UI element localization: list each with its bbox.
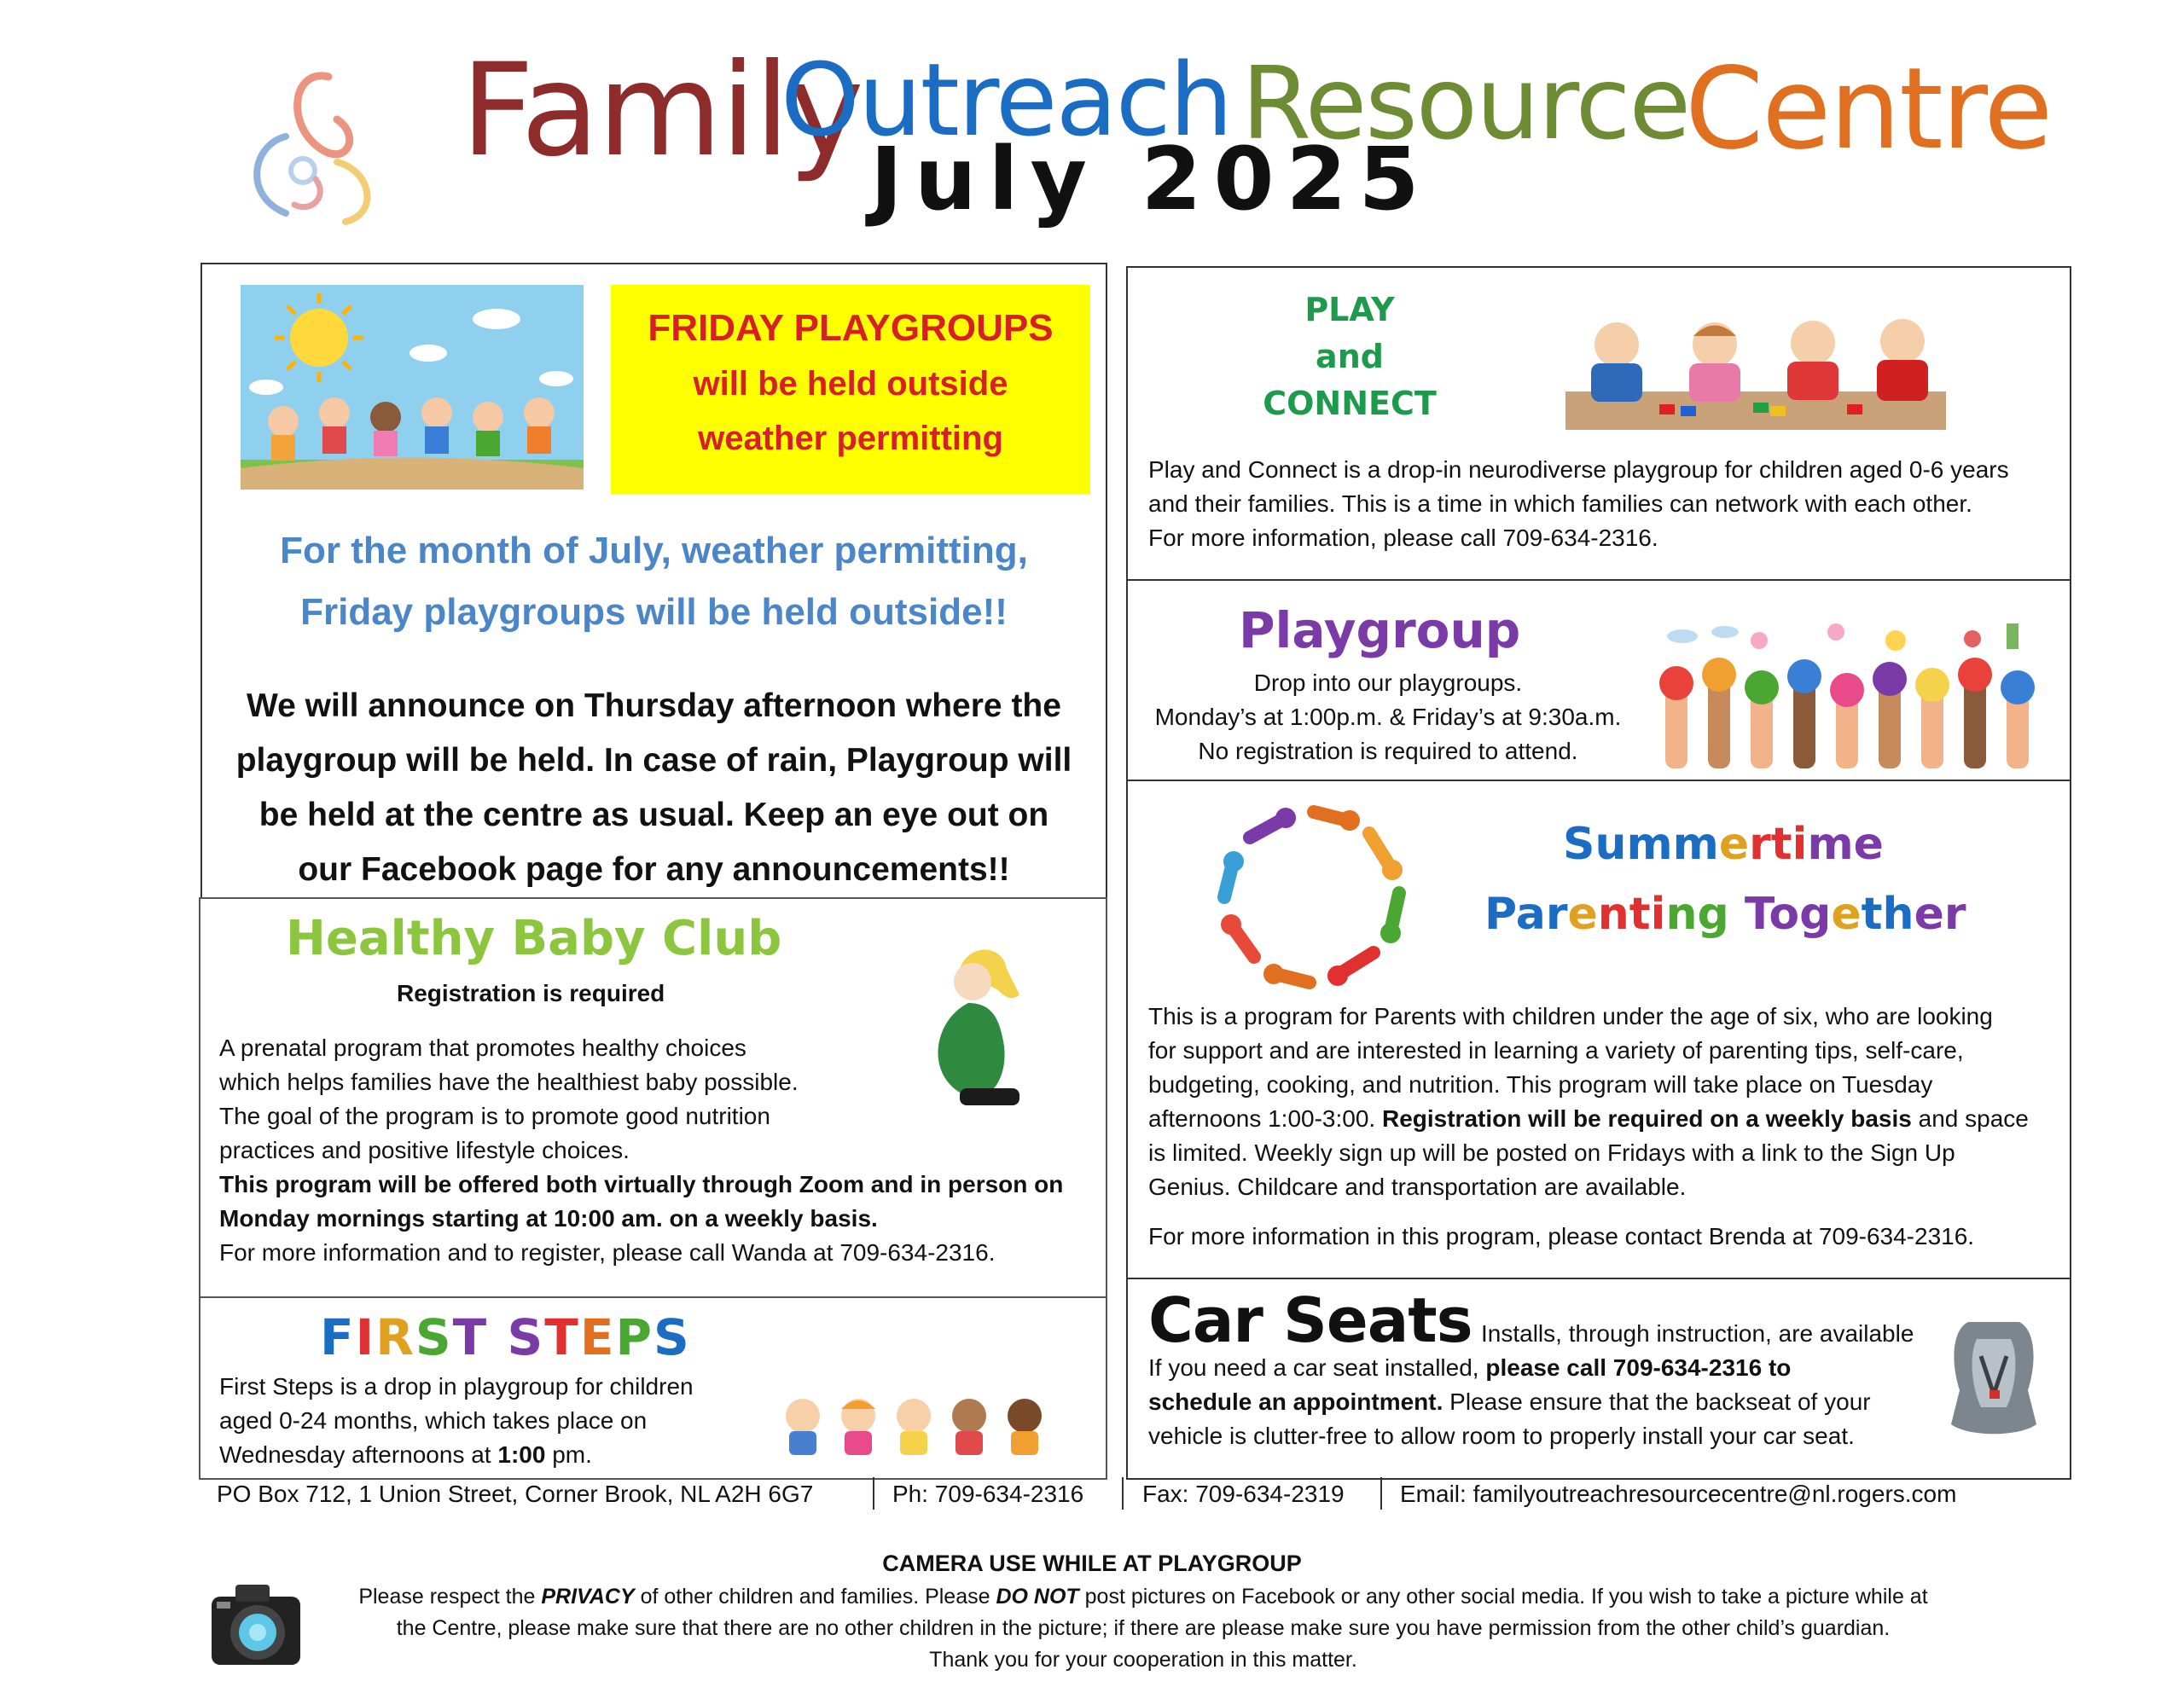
playgroup-title: Playgroup <box>1239 601 1521 659</box>
camera-image <box>205 1576 305 1672</box>
summertime-letter: e <box>1718 819 1750 870</box>
playgroup-line-3: No registration is required to attend. <box>1198 738 1578 764</box>
summertime-line-3: budgeting, cooking, and nutrition. This program will take place on Tuesday <box>1148 1071 1933 1098</box>
friday-banner-line-2: will be held outside <box>693 365 1008 403</box>
summertime-letter: i <box>1792 819 1808 870</box>
title-word-family: Family <box>461 37 863 185</box>
friday-banner <box>611 285 1090 494</box>
play-connect-box <box>1126 266 2071 581</box>
friday-blue-text <box>202 520 1106 643</box>
month-heading: July 2025 <box>870 129 1432 230</box>
summertime-line-6: Genius. Childcare and transportation are available. <box>1148 1174 1687 1200</box>
car-seats-line-2b: Please ensure that the backseat of your <box>1443 1388 1871 1415</box>
first-steps-letter: T <box>544 1308 580 1366</box>
raised-hands-icon <box>1648 615 2058 768</box>
parenting-together-letter: P <box>1484 889 1516 940</box>
title-word-resource: Resource <box>1241 44 1690 162</box>
summertime-registration: Registration will be required on a weekly basis <box>1381 1105 1912 1132</box>
play-connect-title-line-3: CONNECT <box>1263 385 1437 422</box>
first-steps-letter: I <box>355 1308 376 1366</box>
parenting-together-letter <box>1729 889 1745 940</box>
car-seats-phone: please call 709-634-2316 to <box>1485 1354 1792 1381</box>
children-building-blocks-icon <box>1565 310 1946 430</box>
summertime-letter: m <box>1626 819 1673 870</box>
summertime-title-2 <box>1484 889 1966 940</box>
healthy-baby-line-1: A prenatal program that promotes healthy choices <box>219 1035 746 1061</box>
play-connect-title-line-2: and <box>1316 338 1384 375</box>
camera-do-not: DO NOT <box>996 1585 1079 1609</box>
car-seats-line-3: vehicle is clutter-free to allow room to properly install your car seat. <box>1148 1423 1855 1449</box>
first-steps-letter: P <box>615 1308 653 1366</box>
summertime-contact: For more information in this program, please contact Brenda at 709-634-2316. <box>1148 1223 1975 1249</box>
parenting-together-letter: r <box>1545 889 1568 940</box>
raised-hands-image <box>1648 615 2058 768</box>
parenting-together-letter: e <box>1914 889 1944 940</box>
camera-line-1c: of other children and families. Please <box>634 1585 996 1609</box>
footer-email[interactable]: Email: familyoutreachresourcecentre@nl.rogers.com <box>1400 1481 1957 1507</box>
healthy-baby-line-2: which helps families have the healthiest baby possible. <box>219 1069 799 1095</box>
first-steps-letter: R <box>375 1308 415 1366</box>
summertime-line-4c: and space <box>1911 1105 2029 1132</box>
friday-blue-line-1: For the month of July, weather permitting, <box>280 530 1028 571</box>
parenting-together-letter: h <box>1882 889 1914 940</box>
camera-line-2: the Centre, please make sure that there are no other children in the picture; if there are please make sure you have permission from the other child’s guardian. <box>396 1616 1891 1640</box>
friday-body-line-4: our Facebook page for any announcements!! <box>298 851 1010 888</box>
camera-line-1e: post pictures on Facebook or any other social media. If you wish to take a picture while at <box>1078 1585 1928 1609</box>
first-steps-line-1: First Steps is a drop in playgroup for children <box>219 1373 694 1400</box>
title-word-outreach: Outreach <box>781 41 1232 159</box>
play-connect-title-line-1: PLAY <box>1304 291 1395 328</box>
healthy-baby-title: Healthy Baby Club <box>286 911 782 966</box>
summertime-line-2: for support and are interested in learning a variety of parenting tips, self-care, <box>1148 1037 1964 1064</box>
summertime-letter: r <box>1749 819 1771 870</box>
kids-playing-outside-icon <box>241 285 584 490</box>
friday-body-text <box>202 679 1106 897</box>
parenting-together-letter: a <box>1515 889 1546 940</box>
play-connect-title <box>1222 287 1478 427</box>
camera-privacy: PRIVACY <box>541 1585 635 1609</box>
parenting-together-letter: o <box>1769 889 1800 940</box>
summertime-line-5: is limited. Weekly sign up will be posted on Fridays with a link to the Sign Up <box>1148 1139 1955 1166</box>
header-logo <box>235 51 405 230</box>
car-seats-subtitle: Installs, through instruction, are available <box>1481 1320 1914 1347</box>
summertime-letter: e <box>1853 819 1884 870</box>
playgroup-line-2: Monday’s at 1:00p.m. & Friday’s at 9:30a.m. <box>1154 704 1622 730</box>
car-seats-line-2 <box>1148 1385 1933 1419</box>
summertime-line-4 <box>1148 1102 2053 1136</box>
healthy-baby-bold-line-2: Monday mornings starting at 10:00 am. on a weekly basis. <box>219 1205 878 1232</box>
parenting-together-letter: T <box>1744 889 1769 940</box>
summertime-letter: m <box>1672 819 1719 870</box>
car-seats-title: Car Seats <box>1148 1284 1472 1356</box>
playgroup-body <box>1128 666 1648 768</box>
friday-blue-line-2: Friday playgroups will be held outside!! <box>300 591 1008 633</box>
first-steps-letter: S <box>653 1308 691 1366</box>
car-seats-appointment: schedule an appointment. <box>1148 1388 1443 1415</box>
first-steps-letter: E <box>579 1308 616 1366</box>
first-steps-body <box>219 1370 694 1472</box>
first-steps-line-2: aged 0-24 months, which takes place on <box>219 1407 648 1434</box>
healthy-baby-line-4: practices and positive lifestyle choices. <box>219 1137 630 1163</box>
healthy-baby-registration: Registration is required <box>397 980 665 1006</box>
first-steps-letter: F <box>320 1308 356 1366</box>
first-steps-line-3 <box>219 1438 694 1472</box>
first-steps-title <box>320 1308 691 1366</box>
healthy-baby-bold-line-1: This program will be offered both virtually through Zoom and in person on <box>219 1171 1064 1197</box>
playgroup-box <box>1126 579 2071 781</box>
camera-line-3: Thank you for your cooperation in this matter. <box>929 1648 1357 1672</box>
friday-banner-line-3: weather permitting <box>698 420 1003 457</box>
camera-line-1a: Please respect the <box>358 1585 542 1609</box>
first-steps-letter: T <box>452 1308 489 1366</box>
first-steps-letter: S <box>507 1308 545 1366</box>
parenting-together-letter: n <box>1597 889 1629 940</box>
first-steps-box <box>199 1296 1107 1480</box>
car-seats-heading <box>1148 1284 1914 1356</box>
summertime-title-1 <box>1563 819 1884 870</box>
parenting-together-letter: r <box>1943 889 1966 940</box>
summertime-line-1: This is a program for Parents with children under the age of six, who are looking <box>1148 1003 1993 1029</box>
first-steps-line-3c: pm. <box>545 1441 592 1468</box>
footer-fax: Fax: 709-634-2319 <box>1142 1481 1345 1507</box>
camera-icon <box>205 1576 305 1672</box>
first-steps-letter: S <box>415 1308 453 1366</box>
camera-line-1 <box>307 1581 1979 1613</box>
summertime-parenting-box <box>1126 780 2071 1279</box>
healthy-baby-last-line: For more information and to register, please call Wanda at 709-634-2316. <box>219 1239 996 1266</box>
play-connect-line-3: For more information, please call 709-634-2316. <box>1148 525 1658 551</box>
parenting-together-letter: g <box>1799 889 1832 940</box>
car-seats-body <box>1148 1351 1933 1453</box>
healthy-baby-body <box>219 1031 1098 1270</box>
first-steps-time: 1:00 <box>497 1441 546 1468</box>
friday-body-line-3: be held at the centre as usual. Keep an eye out on <box>258 797 1049 833</box>
children-playing-image <box>1565 310 1946 430</box>
first-steps-letter <box>488 1308 507 1366</box>
summertime-letter: m <box>1807 819 1854 870</box>
footer-separator <box>1122 1477 1124 1510</box>
summertime-line-4a: afternoons 1:00-3:00. <box>1148 1105 1382 1132</box>
play-connect-line-1: Play and Connect is a drop-in neurodiverse playgroup for children aged 0-6 years <box>1148 456 2009 483</box>
summertime-letter: u <box>1594 819 1627 870</box>
summertime-letter: t <box>1770 819 1792 870</box>
footer-address: PO Box 712, 1 Union Street, Corner Brook, NL A2H 6G7 <box>217 1481 814 1507</box>
summertime-body <box>1148 1000 2053 1254</box>
hands-circle-icon <box>1203 795 1425 1000</box>
camera-heading: CAMERA USE WHILE AT PLAYGROUP <box>882 1551 1302 1576</box>
kids-outdoor-image <box>241 285 584 490</box>
friday-playgroups-box <box>200 263 1107 899</box>
friday-body-line-1: We will announce on Thursday afternoon where the <box>247 687 1061 724</box>
parenting-together-letter: i <box>1650 889 1666 940</box>
car-seats-line-1 <box>1148 1351 1933 1385</box>
car-seats-box <box>1126 1278 2071 1480</box>
footer-phone: Ph: 709-634-2316 <box>892 1481 1084 1507</box>
friday-banner-line-1: FRIDAY PLAYGROUPS <box>648 307 1054 349</box>
footer-separator <box>873 1477 874 1510</box>
car-seat-icon <box>1943 1313 2045 1441</box>
parenting-together-letter: g <box>1697 889 1729 940</box>
healthy-baby-club-box <box>199 897 1107 1298</box>
playgroup-line-1: Drop into our playgroups. <box>1253 670 1523 696</box>
toddlers-image <box>777 1392 1059 1460</box>
healthy-baby-line-3: The goal of the program is to promote good nutrition <box>219 1103 770 1129</box>
parenting-together-letter: e <box>1567 889 1598 940</box>
parenting-together-letter: e <box>1831 889 1862 940</box>
camera-notice <box>307 1581 1979 1676</box>
parenting-together-letter: t <box>1861 889 1883 940</box>
play-connect-body <box>1148 453 2061 555</box>
parenting-together-letter: t <box>1629 889 1651 940</box>
first-steps-line-3a: Wednesday afternoons at <box>219 1441 498 1468</box>
summertime-letter: S <box>1563 819 1595 870</box>
friday-body-line-2: playgroup will be held. In case of rain, Playgroup will <box>235 742 1072 779</box>
play-connect-line-2: and their families. This is a time in which families can network with each other. <box>1148 490 1972 517</box>
family-logo-icon <box>235 51 405 230</box>
car-seat-image <box>1943 1313 2045 1441</box>
car-seats-line-1a: If you need a car seat installed, <box>1148 1354 1486 1381</box>
footer-separator <box>1380 1477 1382 1510</box>
parenting-together-letter: n <box>1665 889 1698 940</box>
title-word-centre: Centre <box>1685 43 2052 175</box>
toddlers-icon <box>777 1392 1059 1460</box>
hands-circle-image <box>1203 795 1425 1000</box>
